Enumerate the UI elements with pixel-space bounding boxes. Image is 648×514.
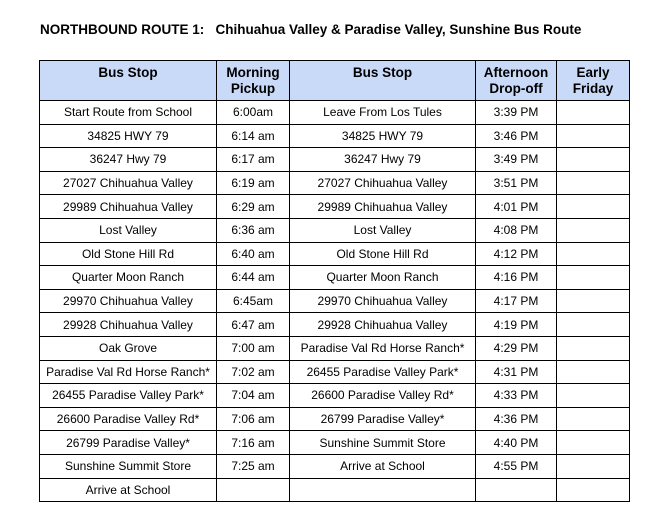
- table-row: [40, 148, 630, 172]
- afternoon-dropoff-cell: 4:01 PM: [476, 195, 557, 219]
- header-early-friday-label: Early Friday: [572, 65, 614, 96]
- early-friday-cell: [557, 101, 630, 125]
- afternoon-stop-cell: 29989 Chihuahua Valley: [290, 195, 476, 219]
- morning-pickup-cell: 6:17 am: [217, 148, 290, 172]
- morning-pickup-cell: 7:04 am: [217, 384, 290, 408]
- table-row: [40, 407, 630, 431]
- table-header: [40, 61, 630, 101]
- morning-stop-cell: 34825 HWY 79: [40, 124, 217, 148]
- afternoon-stop-cell: 27027 Chihuahua Valley: [290, 171, 476, 195]
- morning-pickup-cell: 7:25 am: [217, 454, 290, 478]
- morning-stop-cell: 26799 Paradise Valley*: [40, 431, 217, 455]
- early-friday-cell: [557, 431, 630, 455]
- header-afternoon-dropoff: [476, 61, 557, 101]
- morning-stop-cell: Arrive at School: [40, 478, 217, 502]
- morning-pickup-cell: 6:19 am: [217, 171, 290, 195]
- table-row: [40, 101, 630, 125]
- afternoon-stop-cell: 29970 Chihuahua Valley: [290, 289, 476, 313]
- morning-stop-cell: Paradise Val Rd Horse Ranch*: [40, 360, 217, 384]
- morning-stop-cell: 27027 Chihuahua Valley: [40, 171, 217, 195]
- table-row: [40, 454, 630, 478]
- early-friday-cell: [557, 384, 630, 408]
- afternoon-dropoff-cell: 3:39 PM: [476, 101, 557, 125]
- table-row: [40, 478, 630, 502]
- morning-stop-cell: 36247 Hwy 79: [40, 148, 217, 172]
- early-friday-cell: [557, 124, 630, 148]
- early-friday-cell: [557, 478, 630, 502]
- afternoon-dropoff-cell: 4:17 PM: [476, 289, 557, 313]
- afternoon-dropoff-cell: [476, 478, 557, 502]
- morning-stop-cell: Lost Valley: [40, 218, 217, 242]
- table-row: [40, 289, 630, 313]
- afternoon-dropoff-cell: 4:19 PM: [476, 313, 557, 337]
- header-morning-pickup-label: Morning Pickup: [226, 65, 280, 96]
- afternoon-dropoff-cell: 4:40 PM: [476, 431, 557, 455]
- morning-stop-cell: 26600 Paradise Valley Rd*: [40, 407, 217, 431]
- table-row: [40, 384, 630, 408]
- morning-stop-cell: 29989 Chihuahua Valley: [40, 195, 217, 219]
- early-friday-cell: [557, 242, 630, 266]
- morning-stop-cell: 29928 Chihuahua Valley: [40, 313, 217, 337]
- morning-pickup-cell: 6:45am: [217, 289, 290, 313]
- early-friday-cell: [557, 336, 630, 360]
- afternoon-dropoff-cell: 4:16 PM: [476, 266, 557, 290]
- afternoon-dropoff-cell: 4:08 PM: [476, 218, 557, 242]
- morning-pickup-cell: [217, 478, 290, 502]
- early-friday-cell: [557, 407, 630, 431]
- afternoon-stop-cell: 29928 Chihuahua Valley: [290, 313, 476, 337]
- afternoon-stop-cell: Old Stone Hill Rd: [290, 242, 476, 266]
- page-title: NORTHBOUND ROUTE 1: Chihuahua Valley & Paradise Valley, Sunshine Bus Route: [40, 22, 582, 37]
- table-row: [40, 171, 630, 195]
- afternoon-dropoff-cell: 4:36 PM: [476, 407, 557, 431]
- afternoon-dropoff-cell: 4:31 PM: [476, 360, 557, 384]
- morning-pickup-cell: 6:00am: [217, 101, 290, 125]
- afternoon-stop-cell: Arrive at School: [290, 454, 476, 478]
- early-friday-cell: [557, 148, 630, 172]
- morning-pickup-cell: 6:44 am: [217, 266, 290, 290]
- early-friday-cell: [557, 218, 630, 242]
- morning-stop-cell: Old Stone Hill Rd: [40, 242, 217, 266]
- afternoon-dropoff-cell: 4:12 PM: [476, 242, 557, 266]
- morning-pickup-cell: 7:06 am: [217, 407, 290, 431]
- afternoon-dropoff-cell: 4:29 PM: [476, 336, 557, 360]
- afternoon-dropoff-cell: 3:46 PM: [476, 124, 557, 148]
- early-friday-cell: [557, 313, 630, 337]
- table-row: [40, 336, 630, 360]
- morning-stop-cell: Sunshine Summit Store: [40, 454, 217, 478]
- morning-pickup-cell: 6:14 am: [217, 124, 290, 148]
- morning-pickup-cell: 6:36 am: [217, 218, 290, 242]
- afternoon-stop-cell: Lost Valley: [290, 218, 476, 242]
- morning-stop-cell: Quarter Moon Ranch: [40, 266, 217, 290]
- morning-pickup-cell: 7:16 am: [217, 431, 290, 455]
- header-early-friday: [557, 61, 630, 101]
- morning-stop-cell: Oak Grove: [40, 336, 217, 360]
- table-row: [40, 313, 630, 337]
- table-row: [40, 266, 630, 290]
- header-morning-pickup: [217, 61, 290, 101]
- morning-pickup-cell: 6:29 am: [217, 195, 290, 219]
- header-row: [40, 61, 630, 101]
- morning-pickup-cell: 7:02 am: [217, 360, 290, 384]
- header-bus-stop-morning: Bus Stop: [40, 61, 217, 101]
- afternoon-stop-cell: 26799 Paradise Valley*: [290, 407, 476, 431]
- early-friday-cell: [557, 289, 630, 313]
- table-row: [40, 242, 630, 266]
- bus-route-table: [39, 60, 630, 502]
- morning-stop-cell: 26455 Paradise Valley Park*: [40, 384, 217, 408]
- afternoon-stop-cell: Leave From Los Tules: [290, 101, 476, 125]
- morning-stop-cell: 29970 Chihuahua Valley: [40, 289, 217, 313]
- early-friday-cell: [557, 171, 630, 195]
- morning-pickup-cell: 6:40 am: [217, 242, 290, 266]
- afternoon-stop-cell: Paradise Val Rd Horse Ranch*: [290, 336, 476, 360]
- afternoon-stop-cell: Sunshine Summit Store: [290, 431, 476, 455]
- afternoon-dropoff-cell: 4:55 PM: [476, 454, 557, 478]
- table-row: [40, 124, 630, 148]
- table-row: [40, 195, 630, 219]
- afternoon-stop-cell: [290, 478, 476, 502]
- afternoon-stop-cell: 26455 Paradise Valley Park*: [290, 360, 476, 384]
- afternoon-stop-cell: Quarter Moon Ranch: [290, 266, 476, 290]
- morning-pickup-cell: 6:47 am: [217, 313, 290, 337]
- afternoon-dropoff-cell: 3:51 PM: [476, 171, 557, 195]
- header-bus-stop-afternoon: Bus Stop: [290, 61, 476, 101]
- table-row: [40, 360, 630, 384]
- early-friday-cell: [557, 360, 630, 384]
- early-friday-cell: [557, 195, 630, 219]
- afternoon-stop-cell: 36247 Hwy 79: [290, 148, 476, 172]
- afternoon-stop-cell: 26600 Paradise Valley Rd*: [290, 384, 476, 408]
- early-friday-cell: [557, 266, 630, 290]
- morning-pickup-cell: 7:00 am: [217, 336, 290, 360]
- early-friday-cell: [557, 454, 630, 478]
- afternoon-stop-cell: 34825 HWY 79: [290, 124, 476, 148]
- table-body: [40, 101, 630, 502]
- afternoon-dropoff-cell: 3:49 PM: [476, 148, 557, 172]
- afternoon-dropoff-cell: 4:33 PM: [476, 384, 557, 408]
- header-afternoon-dropoff-label: Afternoon Drop-off: [483, 65, 549, 96]
- morning-stop-cell: Start Route from School: [40, 101, 217, 125]
- table-row: [40, 431, 630, 455]
- table-row: [40, 218, 630, 242]
